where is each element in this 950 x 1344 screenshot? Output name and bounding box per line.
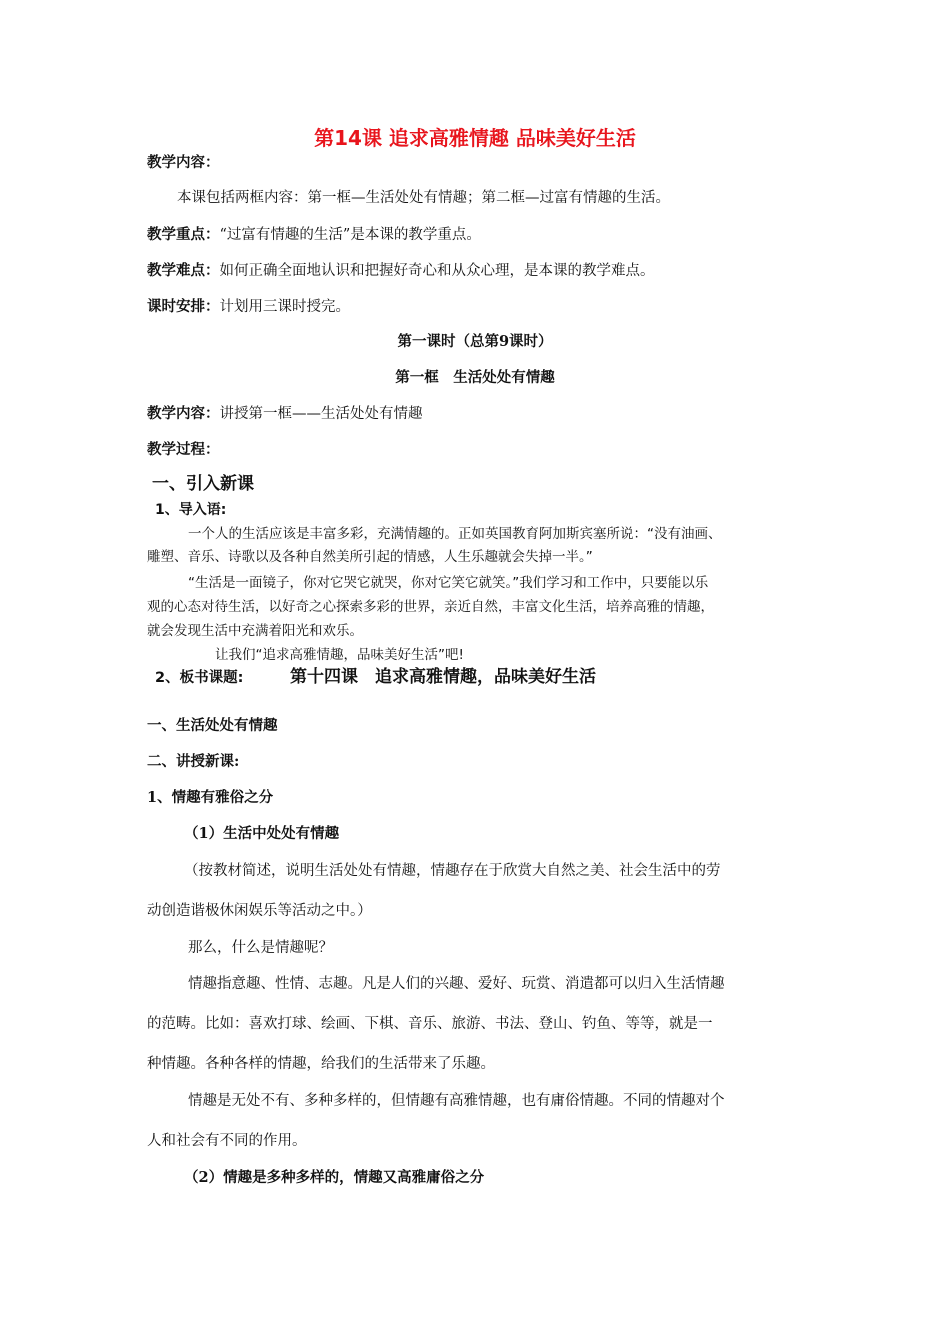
lead-line: 就会发现生活中充满着阳光和欢乐。 xyxy=(147,623,363,639)
sub-heading-1-1: （1）生活中处处有情趣 xyxy=(184,825,340,842)
sub-heading-1: 1、情趣有雅俗之分 xyxy=(147,789,274,806)
board-title: 第十四课 追求高雅情趣，品味美好生活 xyxy=(290,667,596,687)
section-heading: 第一框 生活处处有情趣 xyxy=(395,369,555,386)
content2-line xyxy=(147,404,423,424)
key-point-line xyxy=(147,225,481,245)
paragraph-line: 人和社会有不同的作用。 xyxy=(147,1133,307,1149)
paragraph-line: 的范畴。比如：喜欢打球、绘画、下棋、音乐、旅游、书法、登山、钓鱼、等等，就是一 xyxy=(147,1016,713,1032)
schedule-line xyxy=(147,297,350,317)
content2-label: 教学内容： xyxy=(147,405,220,422)
paragraph-line: 情趣指意趣、性情、志趣。凡是人们的兴趣、爱好、玩赏、消遣都可以归入生活情趣 xyxy=(188,976,725,992)
schedule-text: 计划用三课时授完。 xyxy=(219,299,350,315)
paragraph-line: 动创造谐极休闲娱乐等活动之中。） xyxy=(147,903,372,919)
lead-label: 1、导入语: xyxy=(155,502,227,518)
lesson-heading: 第一课时（总第9课时） xyxy=(397,333,553,350)
lead-line: 让我们“追求高雅情趣，品味美好生活”吧! xyxy=(215,647,464,663)
content2-text: 讲授第一框——生活处处有情趣 xyxy=(219,406,423,422)
lead-line: 一个人的生活应该是丰富多彩，充满情趣的。正如英国教育阿加斯宾塞所说：“没有油画、 xyxy=(188,526,722,542)
paragraph-line: 种情趣。各种各样的情趣，给我们的生活带来了乐趣。 xyxy=(147,1056,495,1072)
paragraph-line: （按教材简述，说明生活处处有情趣，情趣存在于欣赏大自然之美、社会生活中的劳 xyxy=(184,863,721,879)
content-text: 本课包括两框内容：第一框—生活处处有情趣；第二框—过富有情趣的生活。 xyxy=(177,190,670,206)
lead-line: 观的心态对待生活，以好奇之心探索多彩的世界，亲近自然，丰富文化生活，培养高雅的情趣， xyxy=(147,599,714,615)
content-label: 教学内容： xyxy=(147,154,220,171)
process-label: 教学过程： xyxy=(147,441,220,458)
intro-heading: 一、引入新课 xyxy=(152,474,254,494)
sub-heading-1-2: （2）情趣是多种多样的，情趣又高雅庸俗之分 xyxy=(184,1169,485,1186)
lead-line: “生活是一面镜子，你对它哭它就哭，你对它笑它就笑。”我们学习和工作中，只要能以乐 xyxy=(188,575,709,591)
point-2: 二、讲授新课: xyxy=(147,753,240,770)
page-title: 第14课 追求高雅情趣 品味美好生活 xyxy=(314,126,636,150)
key-point-label: 教学重点： xyxy=(147,226,220,243)
lead-line: 雕塑、音乐、诗歌以及各种自然美所引起的情感，人生乐趣就会失掉一半。” xyxy=(147,549,593,565)
difficulty-text: 如何正确全面地认识和把握好奇心和从众心理，是本课的教学难点。 xyxy=(219,263,655,279)
key-point-text: “过富有情趣的生活”是本课的教学重点。 xyxy=(219,227,481,243)
difficulty-line xyxy=(147,261,655,281)
paragraph-line: 情趣是无处不有、多种多样的，但情趣有高雅情趣，也有庸俗情趣。不同的情趣对个 xyxy=(188,1093,725,1109)
paragraph-line: 那么，什么是情趣呢？ xyxy=(188,940,333,956)
point-1: 一、生活处处有情趣 xyxy=(147,717,278,734)
board-label: 2、板书课题: xyxy=(155,670,244,686)
schedule-label: 课时安排： xyxy=(147,298,220,315)
difficulty-label: 教学难点： xyxy=(147,262,220,279)
